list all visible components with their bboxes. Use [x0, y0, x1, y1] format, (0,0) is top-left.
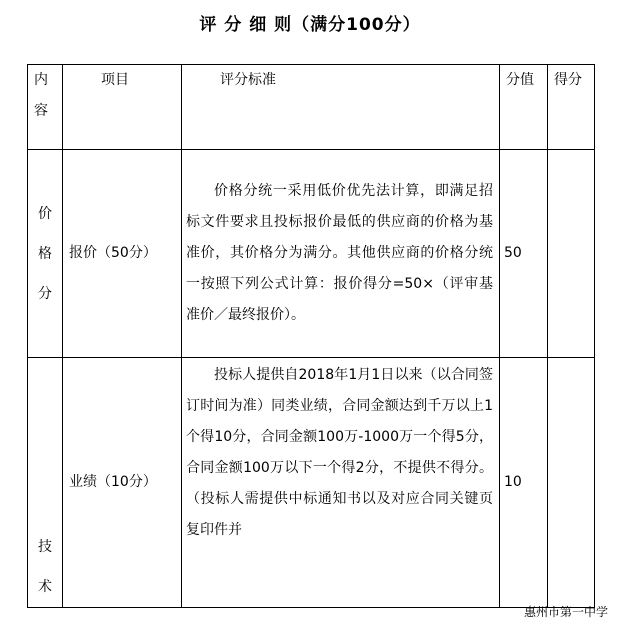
category-price [28, 150, 63, 358]
header-score: 得分 [548, 65, 595, 150]
item-price: 报价（50分） [63, 150, 182, 358]
table-header-row [28, 65, 595, 150]
header-criteria: 评分标准 [182, 65, 500, 150]
value-performance: 10 [500, 358, 548, 608]
criteria-performance: 投标人提供自2018年1月1日以来（以合同签订时间为准）同类业绩，合同金额达到千万以上1个得10分，合同金额100万-1000万一个得5分，合同金额100万以下一个得2分，不提供不得分。（投标人需提供中标通知书以及对应合同关键页复印件并 [182, 358, 500, 608]
scoring-table [27, 64, 595, 608]
category-tech-text: 技 术 [38, 539, 52, 595]
header-content [28, 65, 63, 150]
header-value: 分值 [500, 65, 548, 150]
category-tech [28, 358, 63, 608]
value-price: 50 [500, 150, 548, 358]
table-row [28, 150, 595, 358]
header-content-text: 内 容 [34, 72, 48, 119]
score-price [548, 150, 595, 358]
table-row [28, 358, 595, 608]
category-price-text: 价 格 分 [38, 205, 52, 302]
header-item: 项目 [63, 65, 182, 150]
score-performance [548, 358, 595, 608]
page-title: 评 分 细 则（满分100分） [199, 15, 421, 35]
item-performance: 业绩（10分） [63, 358, 182, 608]
criteria-price: 价格分统一采用低价优先法计算，即满足招标文件要求且投标报价最低的供应商的价格为基准价，其价格分为满分。其他供应商的价格分统一按照下列公式计算：报价得分=50×（评审基准价／最终报价）。 [182, 150, 500, 358]
footer-school-name: 惠州市第一中学 [523, 605, 608, 619]
